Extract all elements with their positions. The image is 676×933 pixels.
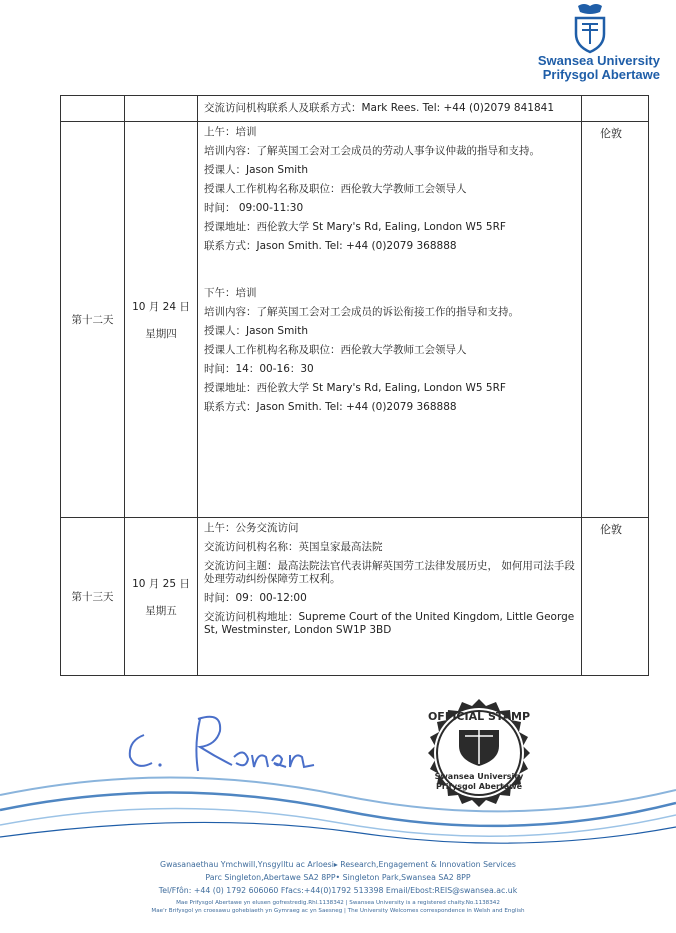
footer-small: Mae'r Brifysgol yn croesawu gohebiaeth yn Gymraeg ac yn Saesneg | The University Welcomes correspondence in Welsh and English	[151, 908, 525, 914]
date-cell	[125, 518, 198, 676]
schedule-line: 培训内容：了解英国工会对工会成员的劳动人事争议仲裁的指导和支持。	[204, 145, 540, 157]
schedule-line: 交流访问机构地址：Supreme Court of the United Kingdom, Little George St, Westminster, London SW1P 3BD	[204, 611, 575, 636]
official-stamp	[410, 684, 548, 822]
weekday-text: 星期四	[145, 327, 177, 340]
schedule-line: 授课人：Jason Smith	[204, 164, 309, 176]
footer-line: Gwasanaethau Ymchwill,Ynsgylltu ac Arloesi▸ Research,Engagement & Innovation Services	[160, 860, 516, 869]
date-text: 10 月 25 日	[132, 577, 190, 590]
logo-text-en: Swansea University	[537, 53, 660, 68]
schedule-line: 交流访问主题：最高法院法官代表讲解英国劳工法律发展历史， 如何用司法手段处理劳动纠纷保障劳工权利。	[204, 560, 575, 585]
schedule-line: 联系方式：Jason Smith. Tel: +44 (0)2079 368888	[204, 240, 457, 252]
contact-text: 交流访问机构联系人及联系方式：Mark Rees. Tel: +44 (0)2079 841841	[204, 102, 555, 114]
footer-line: Parc Singleton,Abertawe SA2 8PP• Singleton Park,Swansea SA2 8PP	[205, 873, 471, 882]
schedule-line: 授课人：Jason Smith	[204, 325, 309, 337]
schedule-line: 授课地址：西伦敦大学 St Mary's Rd, Ealing, London W5 5RF	[204, 221, 506, 233]
schedule-line: 下午：培训	[204, 287, 257, 299]
city-cell: 伦敦	[582, 518, 649, 676]
table-row	[61, 122, 649, 518]
table-row	[61, 518, 649, 676]
date-cell	[125, 122, 198, 518]
content-cell	[198, 518, 582, 676]
schedule-line: 上午：公务交流访问	[204, 522, 299, 534]
schedule-line: 授课地址：西伦敦大学 St Mary's Rd, Ealing, London W5 5RF	[204, 382, 506, 394]
date-cell	[125, 96, 198, 122]
schedule-line: 时间：09：00-12:00	[204, 592, 307, 604]
weekday-text: 星期五	[145, 604, 177, 617]
content-cell	[198, 122, 582, 518]
day-cell: 第十二天	[61, 122, 125, 518]
schedule-line: 培训内容：了解英国工会对工会成员的诉讼衔接工作的指导和支持。	[204, 306, 519, 318]
stamp-text-en: Swansea University	[434, 772, 524, 781]
day-cell	[61, 96, 125, 122]
logo-text-cy: Prifysgol Abertawe	[542, 67, 660, 82]
schedule-line: 授课人工作机构名称及职位：西伦敦大学教师工会领导人	[204, 344, 467, 356]
schedule-line: 授课人工作机构名称及职位：西伦敦大学教师工会领导人	[204, 183, 467, 195]
stamp-text-cy: Prifysgol Abertawe	[435, 782, 523, 791]
footer-small: Mae Prifysgol Abertawe yn elusen gofrestredig.Rhl.1138342 | Swansea University is a registered chaity.No.1138342	[176, 900, 500, 906]
university-logo	[520, 2, 660, 82]
schedule-line: 交流访问机构名称：英国皇家最高法院	[204, 541, 383, 553]
content-cell	[198, 96, 582, 122]
schedule-table	[60, 95, 649, 676]
stamp-title: OFFICIAL STAMP	[427, 710, 531, 723]
schedule-line: 时间：14：00-16：30	[204, 363, 314, 375]
wave-decoration	[0, 755, 676, 855]
footer-line: Tel/Ffôn: +44 (0) 1792 606060 Ffacs:+44(0)1792 513398 Email/Ebost:REIS@swansea.ac.uk	[158, 886, 518, 895]
city-cell: 伦敦	[582, 122, 649, 518]
schedule-line: 时间： 09:00-11:30	[204, 202, 304, 214]
city-cell	[582, 96, 649, 122]
day-cell: 第十三天	[61, 518, 125, 676]
footer	[0, 858, 676, 915]
crest-icon	[570, 2, 610, 54]
schedule-line: 上午：培训	[204, 126, 257, 138]
schedule-line: 联系方式：Jason Smith. Tel: +44 (0)2079 368888	[204, 401, 457, 413]
date-text: 10 月 24 日	[132, 300, 190, 313]
table-row	[61, 96, 649, 122]
signature	[122, 705, 332, 785]
